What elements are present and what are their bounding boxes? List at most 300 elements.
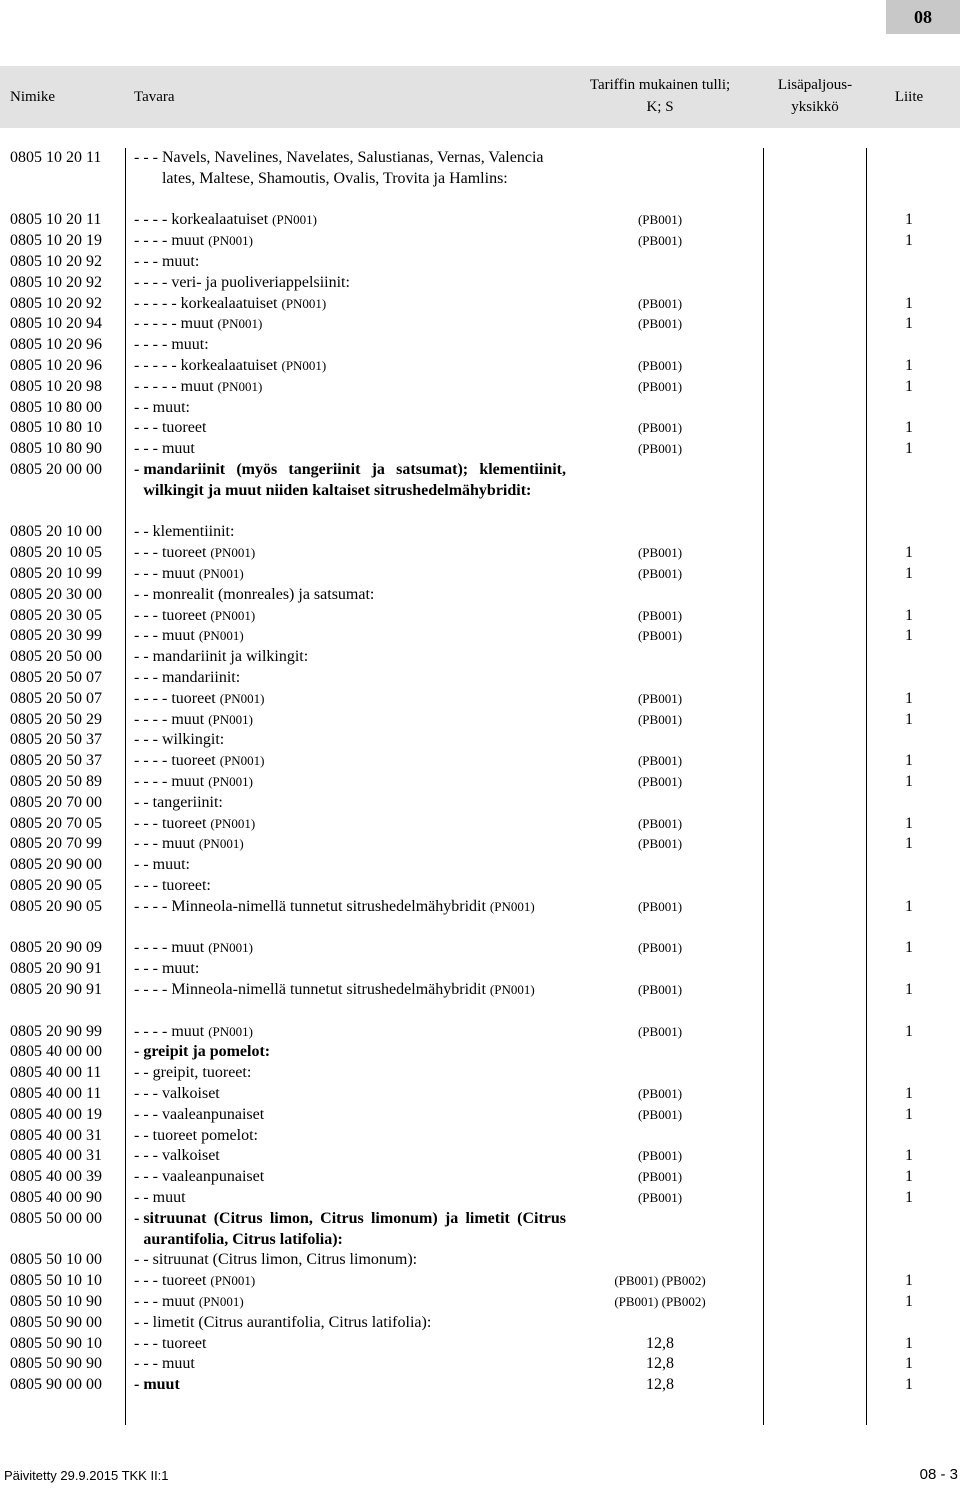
goods-description: [134, 1063, 566, 1084]
footer-updated: Päivitetty 29.9.2015 TKK II:1: [4, 1468, 169, 1483]
indent-dashes: - - -: [134, 419, 162, 437]
cn-code: 0805 10 20 96: [10, 336, 102, 354]
pn-reference: (PN001): [281, 358, 327, 373]
liite-value: 1: [905, 315, 913, 333]
indent-dashes: - -: [134, 856, 153, 874]
pn-reference: (PN001): [210, 545, 256, 561]
goods-description: [134, 439, 566, 460]
goods-description: [134, 793, 566, 814]
description-text: mandariinit (myös tangeriinit ja satsumat); klementiinit, wilkingit ja muut niiden kaltaiset sitrushedelmähybridit:: [143, 461, 566, 499]
table-row: [0, 1188, 960, 1209]
table-row: [0, 1167, 960, 1188]
table-row: [0, 855, 960, 876]
goods-description: [134, 1084, 566, 1105]
pn-reference: (PN001): [208, 940, 253, 956]
indent-dashes: - -: [134, 793, 153, 811]
duty-rate: (PB001): [637, 212, 683, 228]
description-text: klementiinit:: [152, 523, 235, 541]
liite-value: 1: [905, 1376, 913, 1394]
pn-reference: (PN001): [198, 836, 244, 852]
liite-value: 1: [905, 1272, 913, 1290]
goods-description: [134, 418, 566, 439]
table-row: [0, 606, 960, 627]
table-row: [0, 772, 960, 793]
description-text: korkealaatuiset (PN001): [171, 211, 317, 229]
cn-code: 0805 90 00 00: [10, 1376, 102, 1394]
liite-value: 1: [905, 814, 913, 832]
indent-dashes: - - - -: [134, 273, 172, 291]
pn-reference: (PN001): [208, 1023, 253, 1039]
cn-code: 0805 20 50 89: [10, 773, 102, 790]
indent-dashes: - - - -: [134, 897, 172, 915]
goods-description: [134, 294, 566, 315]
cn-code: 0805 20 50 00: [10, 648, 102, 666]
header-nimike: Nimike: [10, 89, 55, 105]
table-row: [0, 1084, 960, 1105]
pn-reference: (PN001): [198, 566, 244, 581]
duty-rate: (PB001): [637, 316, 683, 332]
liite-value: 1: [905, 357, 913, 374]
table-row: [0, 564, 960, 585]
goods-description: [134, 855, 566, 876]
description-text: tuoreet (PN001): [161, 544, 256, 562]
indent-dashes: - -: [134, 585, 153, 603]
cn-code: 0805 20 10 00: [10, 523, 102, 541]
cn-code: 0805 20 90 91: [10, 981, 102, 998]
table-row: [0, 335, 960, 356]
duty-rate: 12,8: [646, 1376, 674, 1394]
pn-reference: (PN001): [272, 212, 317, 228]
duty-rate: (PB001): [637, 1106, 683, 1122]
table-row: [0, 314, 960, 335]
header-lisapaljous: [760, 74, 870, 118]
indent-dashes: - - - - -: [134, 315, 181, 333]
table-row: [0, 1105, 960, 1126]
description-text: sitruunat (Citrus limon, Citrus limonum) ja limetit (Citrus aurantifolia, Citrus latifolia):: [143, 1209, 566, 1248]
goods-description: [134, 730, 566, 751]
pn-reference: (PN001): [210, 1273, 256, 1289]
cn-code: 0805 20 10 05: [10, 544, 102, 562]
description-text: greipit ja pomelot:: [143, 1043, 271, 1061]
table-row: [0, 876, 960, 897]
description-text: Minneola-nimellä tunnetut sitrushedelmähybridit (PN001): [171, 981, 535, 998]
cn-code: 0805 20 30 99: [10, 627, 102, 645]
duty-rate: (PB001): [637, 1023, 683, 1039]
header-lisa-line2: yksikkö: [791, 99, 839, 115]
indent-dashes: - - -: [134, 1293, 162, 1310]
indent-dashes: - - - -: [134, 710, 172, 728]
cn-code: 0805 50 10 90: [10, 1293, 102, 1310]
table-row: [0, 730, 960, 751]
indent-dashes: - - -: [134, 1355, 162, 1373]
chapter-tab: 08: [886, 0, 960, 34]
cn-code: 0805 50 90 00: [10, 1313, 102, 1331]
duty-rate: (PB001): [637, 711, 683, 727]
table-row: [0, 1209, 960, 1251]
description-text: tuoreet: [161, 1334, 207, 1352]
table-row: [0, 689, 960, 710]
liite-value: 1: [905, 835, 913, 853]
goods-description: [134, 398, 566, 419]
indent-dashes: - - - -: [134, 773, 172, 790]
cn-code: 0805 20 50 29: [10, 710, 102, 728]
duty-rate: (PB001): [637, 1190, 683, 1205]
duty-rate: (PB001): [637, 607, 683, 623]
liite-value: 1: [905, 232, 913, 250]
table-row: [0, 1292, 960, 1313]
description-text: muut (PN001): [171, 1022, 253, 1040]
goods-description: [134, 314, 566, 335]
pn-reference: (PN001): [489, 898, 535, 914]
goods-description: [134, 1126, 566, 1147]
liite-value: 1: [905, 606, 913, 624]
description-text: valkoiset: [161, 1147, 220, 1165]
goods-description: [134, 273, 566, 294]
duty-rate: (PB001) (PB002): [614, 1294, 706, 1309]
duty-rate: (PB001) (PB002): [614, 1273, 706, 1289]
liite-value: 1: [905, 1189, 913, 1206]
description-text: wilkingit:: [161, 731, 225, 749]
goods-description: [134, 710, 566, 731]
description-text: vaaleanpunaiset: [161, 1168, 265, 1186]
indent-dashes: - - - - -: [134, 377, 181, 395]
table-row: [0, 1063, 960, 1084]
liite-value: 1: [905, 1293, 913, 1310]
description-text: limetit (Citrus aurantifolia, Citrus latifolia):: [152, 1313, 432, 1331]
cn-code: 0805 20 90 05: [10, 877, 102, 894]
description-text: tuoreet (PN001): [161, 606, 256, 624]
duty-rate: (PB001): [637, 233, 683, 249]
cn-code: 0805 40 00 19: [10, 1105, 102, 1123]
goods-description: [134, 543, 566, 564]
table-row: [0, 1354, 960, 1375]
indent-dashes: - - -: [134, 606, 162, 624]
cn-code: 0805 20 30 00: [10, 585, 102, 603]
goods-description: [134, 522, 566, 543]
table-row: [0, 1042, 960, 1063]
liite-value: 1: [905, 1168, 913, 1186]
duty-rate: (PB001): [637, 815, 683, 831]
pn-reference: (PN001): [208, 711, 253, 727]
description-text: Navels, Navelines, Navelates, Salustianas, Vernas, Valencia lates, Maltese, Shamoutis, Ovalis, Trovita ja Hamlins:: [161, 149, 544, 187]
cn-code: 0805 20 10 99: [10, 565, 102, 582]
description-text: muut (PN001): [161, 835, 244, 853]
description-text: tuoreet (PN001): [161, 814, 256, 832]
duty-rate: (PB001): [637, 1086, 683, 1101]
cn-code: 0805 40 00 90: [10, 1189, 102, 1206]
indent-dashes: - - -: [134, 627, 162, 645]
goods-description: [134, 252, 566, 273]
goods-description: [134, 377, 566, 398]
goods-description: [134, 210, 566, 231]
indent-dashes: - - -: [134, 1272, 162, 1290]
table-header: [0, 66, 960, 128]
description-text: tuoreet (PN001): [161, 1272, 256, 1290]
description-text: muut: [152, 1189, 186, 1206]
duty-rate: (PB001): [637, 295, 683, 311]
description-text: muut (PN001): [180, 377, 263, 395]
description-text: muut:: [152, 856, 190, 874]
goods-description: [134, 1354, 566, 1375]
table-row: [0, 439, 960, 460]
liite-value: 1: [905, 419, 913, 437]
table-row: [0, 1146, 960, 1167]
duty-rate: (PB001): [637, 566, 683, 581]
pn-reference: (PN001): [210, 607, 256, 623]
table-row: [0, 938, 960, 959]
description-text: korkealaatuiset (PN001): [180, 294, 327, 312]
description-text: muut: [161, 440, 195, 458]
description-text: tuoreet (PN001): [171, 689, 265, 707]
liite-value: 1: [905, 773, 913, 790]
header-liite: Liite: [894, 89, 924, 105]
indent-dashes: - - -: [134, 1334, 162, 1352]
goods-description: [134, 980, 566, 1001]
liite-value: 1: [905, 211, 913, 229]
indent-dashes: - - - -: [134, 232, 172, 250]
goods-description: [134, 1042, 566, 1063]
cn-code: 0805 20 50 37: [10, 731, 102, 749]
cn-code: 0805 20 50 37: [10, 752, 102, 770]
goods-description: [134, 585, 566, 606]
description-text: muut (PN001): [171, 710, 253, 728]
pn-reference: (PN001): [217, 378, 263, 394]
indent-dashes: - - -: [134, 565, 162, 582]
goods-description: [134, 1209, 566, 1251]
description-text: veri- ja puoliveriappelsiinit:: [171, 273, 350, 291]
goods-description: [134, 564, 566, 585]
pn-reference: (PN001): [219, 753, 265, 769]
indent-dashes: - -: [134, 1126, 153, 1144]
pn-reference: (PN001): [210, 815, 256, 831]
indent-dashes: -: [134, 1043, 144, 1061]
indent-dashes: - - -: [134, 1168, 162, 1186]
goods-description: [134, 356, 566, 377]
cn-code: 0805 20 90 05: [10, 897, 102, 915]
description-text: tangeriinit:: [152, 793, 223, 811]
description-text: muut:: [161, 960, 200, 978]
description-text: tuoreet (PN001): [171, 752, 265, 770]
cn-code: 0805 20 90 00: [10, 856, 102, 874]
liite-value: 1: [905, 565, 913, 582]
cn-code: 0805 40 00 11: [10, 1064, 102, 1082]
table-row: [0, 356, 960, 377]
description-text: muut (PN001): [161, 627, 244, 645]
table-row: [0, 751, 960, 772]
table-row: [0, 231, 960, 252]
table-row: [0, 377, 960, 398]
table-row: [0, 252, 960, 273]
description-text: muut (PN001): [171, 773, 253, 790]
liite-value: 1: [905, 1147, 913, 1165]
pn-reference: (PN001): [281, 295, 327, 311]
goods-description: [134, 1250, 566, 1271]
goods-description: [134, 626, 566, 647]
table-row: [0, 710, 960, 731]
description-text: monrealit (monreales) ja satsumat:: [152, 585, 375, 603]
header-tariff-line1: Tariffin mukainen tulli;: [589, 77, 731, 93]
duty-rate: (PB001): [637, 940, 683, 956]
goods-description: [134, 897, 566, 918]
description-text: korkealaatuiset (PN001): [180, 357, 327, 374]
cn-code: 0805 40 00 11: [10, 1085, 102, 1102]
indent-dashes: - - -: [134, 149, 162, 166]
goods-description: [134, 335, 566, 356]
pn-reference: (PN001): [208, 774, 253, 789]
duty-rate: (PB001): [637, 774, 683, 789]
table-row: [0, 980, 960, 1022]
table-row: [0, 814, 960, 835]
goods-description: [134, 460, 566, 502]
goods-description: [134, 772, 566, 793]
liite-value: 1: [905, 981, 913, 998]
indent-dashes: - - -: [134, 1105, 162, 1123]
table-row: [0, 1375, 960, 1396]
description-text: muut (PN001): [161, 1293, 244, 1310]
cn-code: 0805 10 80 10: [10, 419, 102, 437]
description-text: mandariinit ja wilkingit:: [152, 648, 309, 666]
indent-dashes: - - - -: [134, 981, 172, 998]
cn-code: 0805 40 00 39: [10, 1168, 102, 1186]
goods-description: [134, 606, 566, 627]
cn-code: 0805 10 20 94: [10, 315, 102, 333]
table-row: [0, 273, 960, 294]
table-row: [0, 1022, 960, 1043]
indent-dashes: - -: [134, 648, 153, 666]
description-text: muut:: [161, 253, 200, 270]
liite-value: 1: [905, 1022, 913, 1040]
liite-value: 1: [905, 1334, 913, 1352]
cn-code: 0805 10 20 98: [10, 377, 102, 395]
description-text: greipit, tuoreet:: [152, 1064, 252, 1082]
indent-dashes: - - - -: [134, 211, 172, 229]
indent-dashes: - - -: [134, 960, 162, 978]
cn-code: 0805 20 70 99: [10, 835, 102, 853]
goods-description: [134, 1271, 566, 1292]
table-row: [0, 834, 960, 855]
goods-description: [134, 959, 566, 980]
description-text: tuoreet:: [161, 877, 211, 894]
indent-dashes: - - - - -: [134, 357, 181, 374]
indent-dashes: - -: [134, 1251, 153, 1269]
liite-value: 1: [905, 377, 913, 395]
indent-dashes: - - -: [134, 877, 162, 894]
indent-dashes: - -: [134, 1313, 153, 1331]
indent-dashes: - - - -: [134, 939, 172, 957]
indent-dashes: - - -: [134, 544, 162, 562]
indent-dashes: - - -: [134, 669, 162, 686]
pn-reference: (PN001): [217, 316, 263, 332]
goods-description: [134, 1105, 566, 1126]
liite-value: 1: [905, 440, 913, 458]
table-row: [0, 543, 960, 564]
table-row: [0, 647, 960, 668]
goods-description: [134, 148, 566, 190]
table-row: [0, 1250, 960, 1271]
goods-description: [134, 1146, 566, 1167]
liite-value: 1: [905, 689, 913, 707]
liite-value: 1: [905, 1105, 913, 1123]
description-text: muut (PN001): [171, 939, 253, 957]
cn-code: 0805 20 90 91: [10, 960, 102, 978]
cn-code: 0805 20 70 00: [10, 793, 102, 811]
liite-value: 1: [905, 710, 913, 728]
indent-dashes: - - - -: [134, 689, 172, 707]
table-row: [0, 148, 960, 210]
duty-rate: (PB001): [637, 1169, 683, 1185]
table-row: [0, 294, 960, 315]
table-row: [0, 1313, 960, 1334]
duty-rate: 12,8: [646, 1334, 674, 1352]
table-row: [0, 626, 960, 647]
cn-code: 0805 50 90 90: [10, 1355, 102, 1373]
footer-page-number: 08 - 3: [919, 1466, 958, 1483]
goods-description: [134, 1167, 566, 1188]
table-row: [0, 668, 960, 689]
indent-dashes: -: [134, 1376, 144, 1394]
duty-rate: (PB001): [637, 441, 683, 457]
goods-description: [134, 876, 566, 897]
goods-description: [134, 1313, 566, 1334]
pn-reference: (PN001): [198, 1294, 244, 1309]
table-row: [0, 585, 960, 606]
description-text: muut:: [171, 336, 209, 354]
cn-code: 0805 20 00 00: [10, 461, 102, 478]
indent-dashes: - - -: [134, 1147, 162, 1165]
description-text: muut (PN001): [171, 232, 253, 250]
cn-code: 0805 20 50 07: [10, 689, 102, 707]
description-text: mandariinit:: [161, 669, 241, 686]
header-tariff: [565, 74, 755, 118]
liite-value: 1: [905, 1355, 913, 1373]
liite-value: 1: [905, 544, 913, 562]
goods-description: [134, 668, 566, 689]
indent-dashes: - - -: [134, 731, 162, 749]
goods-description: [134, 834, 566, 855]
table-row: [0, 460, 960, 522]
pn-reference: (PN001): [198, 628, 244, 644]
duty-rate: (PB001): [637, 898, 683, 914]
cn-code: 0805 20 70 05: [10, 814, 102, 832]
pn-reference: (PN001): [489, 982, 535, 997]
duty-rate: (PB001): [637, 545, 683, 561]
indent-dashes: - -: [134, 398, 153, 416]
duty-rate: (PB001): [637, 753, 683, 769]
goods-description: [134, 231, 566, 252]
indent-dashes: - - -: [134, 835, 162, 853]
cn-code: 0805 50 10 10: [10, 1272, 102, 1290]
cn-code: 0805 40 00 31: [10, 1147, 102, 1165]
duty-rate: (PB001): [637, 628, 683, 644]
cn-code: 0805 10 20 92: [10, 253, 102, 270]
duty-rate: 12,8: [646, 1355, 674, 1373]
description-text: valkoiset: [161, 1085, 220, 1102]
description-text: tuoreet: [161, 419, 207, 437]
goods-description: [134, 1334, 566, 1355]
indent-dashes: - - - - -: [134, 294, 181, 312]
indent-dashes: - - -: [134, 814, 162, 832]
cn-code: 0805 10 20 19: [10, 232, 102, 250]
cn-code: 0805 50 10 00: [10, 1251, 102, 1269]
table-row: [0, 1126, 960, 1147]
duty-rate: (PB001): [637, 982, 683, 997]
liite-value: 1: [905, 939, 913, 957]
goods-description: [134, 751, 566, 772]
cn-code: 0805 10 20 92: [10, 294, 102, 312]
goods-description: [134, 1292, 566, 1313]
pn-reference: (PN001): [208, 233, 253, 249]
cn-code: 0805 20 90 99: [10, 1022, 102, 1040]
